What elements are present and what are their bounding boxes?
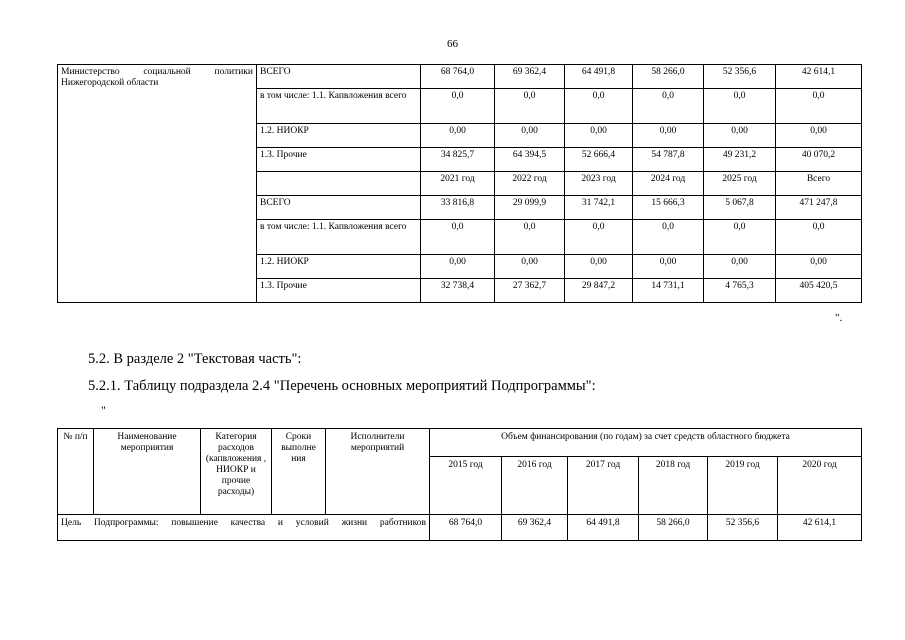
header-terms: Сроки выполне ния [272,429,326,515]
value-cell: 54 787,8 [633,148,704,172]
year-header-cell: 2023 год [565,172,633,196]
value-cell: 0,00 [633,255,704,279]
section-paragraph: 5.2. В разделе 2 "Текстовая часть": [88,351,302,367]
value-cell: 0,0 [776,89,862,124]
label-cell: 1.2. НИОКР [257,124,421,148]
value-cell: 0,0 [565,89,633,124]
year-header-cell: 2019 год [708,457,778,515]
value-cell: 0,00 [421,255,495,279]
closing-quote: ". [835,312,843,324]
value-cell: 52 356,6 [704,65,776,89]
value-cell: 69 362,4 [495,65,565,89]
value-cell: 49 231,2 [704,148,776,172]
value-cell: 15 666,3 [633,196,704,220]
value-cell: 34 825,7 [421,148,495,172]
value-cell: 471 247,8 [776,196,862,220]
year-header-cell: 2025 год [704,172,776,196]
value-cell: 40 070,2 [776,148,862,172]
value-cell: 29 847,2 [565,279,633,303]
value-cell: 0,0 [565,220,633,255]
value-cell: 31 742,1 [565,196,633,220]
year-header-cell: 2022 год [495,172,565,196]
value-cell: 0,0 [495,220,565,255]
header-category: Категория расходов (капвложения , НИОКР и прочие расходы) [201,429,272,515]
year-header-cell: 2017 год [568,457,639,515]
year-header-cell: 2015 год [430,457,502,515]
goal-value-cell: 52 356,6 [708,515,778,541]
goal-value-cell: 68 764,0 [430,515,502,541]
value-cell: 5 067,8 [704,196,776,220]
value-cell: 0,0 [704,89,776,124]
header-executors: Исполнители мероприятий [326,429,430,515]
year-header-cell: Всего [776,172,862,196]
value-cell: 64 491,8 [565,65,633,89]
value-cell: 0,0 [704,220,776,255]
value-cell: 42 614,1 [776,65,862,89]
header-num: № п/п [58,429,94,515]
goal-value-cell: 42 614,1 [778,515,862,541]
label-cell [257,172,421,196]
year-header-cell: 2024 год [633,172,704,196]
opening-quote: " [101,403,106,417]
year-header-cell: 2021 год [421,172,495,196]
year-header-cell: 2020 год [778,457,862,515]
value-cell: 14 731,1 [633,279,704,303]
value-cell: 0,0 [633,220,704,255]
page-number: 66 [447,38,458,50]
label-cell: ВСЕГО [257,65,421,89]
year-header-cell: 2016 год [502,457,568,515]
label-cell: ВСЕГО [257,196,421,220]
value-cell: 0,00 [495,255,565,279]
value-cell: 405 420,5 [776,279,862,303]
header-funding: Объем финансирования (по годам) за счет средств областного бюджета [430,429,862,457]
value-cell: 0,0 [421,89,495,124]
value-cell: 0,0 [633,89,704,124]
value-cell: 64 394,5 [495,148,565,172]
goal-label: Цель Подпрограммы: повышение качества и условий жизни работников [58,515,430,541]
value-cell: 52 666,4 [565,148,633,172]
header-name: Наименование мероприятия [94,429,201,515]
value-cell: 0,00 [704,124,776,148]
label-cell: в том числе: 1.1. Капвложения всего [257,220,421,255]
measures-table [57,428,862,541]
label-cell: 1.3. Прочие [257,148,421,172]
table-row [58,65,862,89]
organization-cell: Министерство социальной политики Нижегородской области [58,65,257,303]
value-cell: 32 738,4 [421,279,495,303]
value-cell: 58 266,0 [633,65,704,89]
value-cell: 0,0 [776,220,862,255]
goal-value-cell: 58 266,0 [639,515,708,541]
value-cell: 0,00 [704,255,776,279]
subsection-paragraph: 5.2.1. Таблицу подраздела 2.4 "Перечень основных мероприятий Подпрограммы": [88,378,596,394]
value-cell: 0,00 [565,255,633,279]
value-cell: 0,0 [421,220,495,255]
value-cell: 33 816,8 [421,196,495,220]
goal-value-cell: 64 491,8 [568,515,639,541]
label-cell: 1.3. Прочие [257,279,421,303]
value-cell: 0,00 [633,124,704,148]
value-cell: 0,00 [776,124,862,148]
value-cell: 27 362,7 [495,279,565,303]
value-cell: 0,00 [776,255,862,279]
value-cell: 0,00 [421,124,495,148]
label-cell: в том числе: 1.1. Капвложения всего [257,89,421,124]
value-cell: 0,0 [495,89,565,124]
funding-table [57,64,862,303]
value-cell: 29 099,9 [495,196,565,220]
label-cell: 1.2. НИОКР [257,255,421,279]
goal-value-cell: 69 362,4 [502,515,568,541]
value-cell: 0,00 [495,124,565,148]
year-header-cell: 2018 год [639,457,708,515]
value-cell: 68 764,0 [421,65,495,89]
value-cell: 0,00 [565,124,633,148]
value-cell: 4 765,3 [704,279,776,303]
